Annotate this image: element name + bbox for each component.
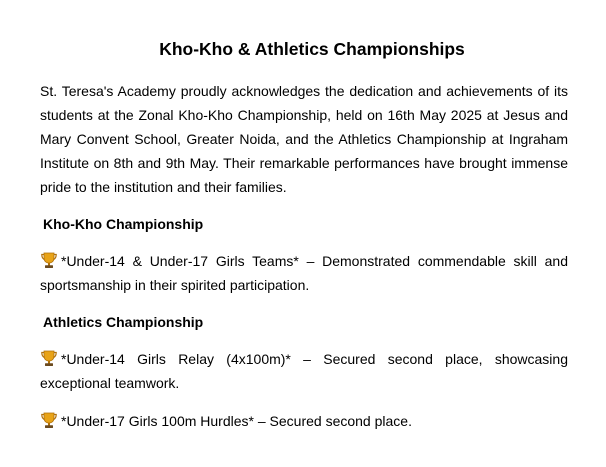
section-heading-kho-kho: Kho-Kho Championship [43, 216, 204, 232]
achievement-text: *Under-14 & Under-17 Girls Teams* – Demonstrated commendable skill and sportsmanship in their spirited participation. [40, 253, 568, 293]
trophy-icon [40, 251, 58, 269]
achievement-item-relay [40, 347, 568, 395]
achievement-item-kho-kho-teams [40, 249, 568, 297]
document-title: Kho-Kho & Athletics Championships [159, 39, 465, 59]
achievement-text: *Under-17 Girls 100m Hurdles* – Secured second place. [61, 413, 412, 429]
section-heading-athletics: Athletics Championship [43, 314, 204, 330]
achievement-item-hurdles [40, 409, 568, 433]
trophy-icon [40, 411, 58, 429]
trophy-icon [40, 349, 58, 367]
intro-paragraph: St. Teresa's Academy proudly acknowledges the dedication and achievements of its students at the Zonal Kho-Kho Championship, held on 16th May 2025 at Jesus and Mary Convent School, Greater Noida, and the Athletics Championship at Ingraham Institute on 8th and 9th May. Their remarkable performances have brought immense pride to the institution and their families. [40, 83, 568, 195]
achievement-text: *Under-14 Girls Relay (4x100m)* – Secured second place, showcasing exceptional teamwork. [40, 351, 568, 391]
